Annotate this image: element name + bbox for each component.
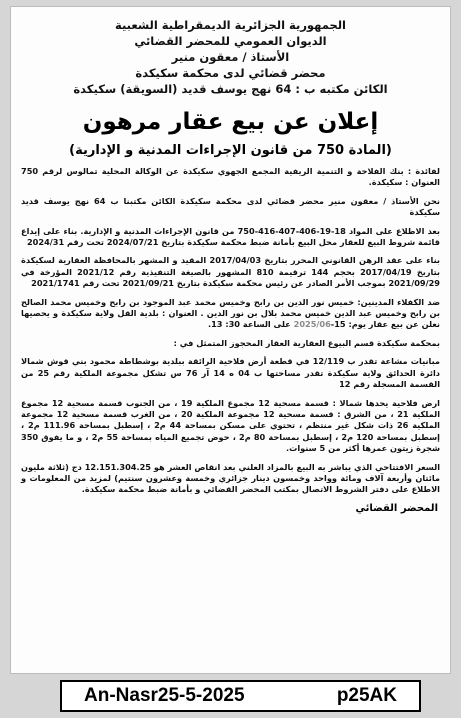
signature: المحضر القضائي [355, 502, 438, 514]
paragraph-court-section: بمحكمة سكيكدة قسم البيوع العقارية العقار المحجوز المتمثل في : [173, 337, 440, 348]
header-line-2: الديوان العمومي للمحضر القضائي [134, 34, 327, 48]
header-line-4: محضر قضائي لدى محكمة سكيكدة [135, 66, 326, 80]
footer-box [60, 680, 421, 712]
footer-publication: An-Nasr25-5-2025 [84, 685, 245, 706]
notice-subtitle: (المادة 750 من قانون الإجراءات المدنية و الإدارية) [69, 143, 392, 158]
paragraph-legal-basis: بعد الاطلاع على المواد 18-19-406-407-416-750 من قانون الإجراءات المدنية و الإدارية. بناء على إيداع قائمة شروط البيع للعقار محل البيع بأمانة ضبط محكمة سكيكدة بتاريخ 2024/07/21 تحت رقم 2024/31 [21, 225, 440, 248]
paragraph-debtors [21, 297, 440, 331]
paragraph-bailiff: نحن الأستاذ / معقون منير محضر قضائي لدى محكمة سكيكدة الكائن مكتبنا ب 64 نهج يوسف قديد سكيكدة [21, 195, 440, 218]
sale-time: على الساعة 30: 13. [207, 319, 294, 330]
paragraph-beneficiary: لفائدة : بنك الفلاحة و التنمية الريفية المجمع الجهوي سكيكدة عن الوكالة المحلية تمالوس لرقم 750 العنوان : سكيكدة. [21, 166, 440, 188]
paragraph-mortgage: بناء على عقد الرهن القانوني المحرر بتاريخ 2017/04/03 المقيد و المشهر بالمحافظة العقارية لسكيكدة بتاريخ 2017/04/19 بحجم 144 ترقيمة 810 المشهور بالصيغة التنفيذية رقم 2021/12 المؤرخة في 2021/09/29 بموجب الأمر الصادر عن رئيس محكمة سكيكدة بتاريخ 2021/09/21 تحت رقم 2021/1741 [21, 255, 440, 289]
header-line-5: الكائن مكتبه ب : 64 نهج يوسف قديد (السويقة) سكيكدة [73, 82, 388, 96]
document-header [11, 17, 450, 97]
notice-body [11, 166, 450, 496]
header-line-3: الأستاذ / معقون منير [171, 50, 290, 64]
notice-title: إعلان عن بيع عقار مرهون [82, 109, 379, 135]
legal-notice-page [10, 6, 451, 674]
debtors-text: ضد الكفلاء المدينين: خميس نور الدين بن رابح وخميس محمد عبد الموجود بن رابح وخميس محمد الصالح بن رابح وخميس عبد الدين خميس محمد بلال بن نور الدين . العنوان : بلدية القل ولاية سكيكدة و يحصيها نعلن عن بيع عقار يوم: 15- [21, 296, 440, 330]
sale-date: 2025/06 [293, 319, 331, 330]
paragraph-property: مبانيات مشاعة تقدر ب 12/119 في قطعة أرض فلاحية الرائقة ببلدية بوشطاطة محمود بني قوش شمالا دائرة الحدائق ولاية سكيكدة تقدر مساحتها ب 04 ه 14 آر 76 س تشكل مجموعة الملكية رقم 25 من القسمة المسجلة رقم 12 [21, 356, 441, 390]
paragraph-boundaries: ارض فلاحية يحدها شمالا : قسمة مسحية 12 مجموع الملكية 19 ، من الجنوب قسمة مسحية 12 مجموع الملكية 21 ، من الشرق : قسمة مسحية 12 مجموعة الملكية 20 ، من الغرب قسمة مسحية 12 مجموعة الملكية 26 ذات شكل غير منتظم ، تحتوي على مسكن بمساحة 44 م2 ، إسطبل بمساحة 111.96 م2 ، إسطبل بمساحة 120 م2 ، إسطبل بمساحة 80 م2 ، حوض تجميع المياه بمساحة 55 م2 ، و ما يفوق 350 شجرة زيتون عمرها أكثر من 5 سنوات. [21, 397, 440, 454]
footer-code: p25AK [336, 685, 397, 706]
paragraph-price: السعر الافتتاحي الذي يباشر به البيع بالمزاد العلني بعد انقاص العشر هو 12.151.304.25 دج (ثلاثة مليون مائتان وأربعة آلاف ومائة وواحد وخمسون دينار جزائري وخمسة وعشرون سنتيم) لمزيد من المعلومات و الاطلاع على دفتر الشروط الاتصال بمكتب المحضر القضائي و بأمانة ضبط محكمة سكيكدة. [21, 461, 440, 495]
header-line-1: الجمهورية الجزائرية الديمقراطية الشعبية [114, 18, 346, 32]
